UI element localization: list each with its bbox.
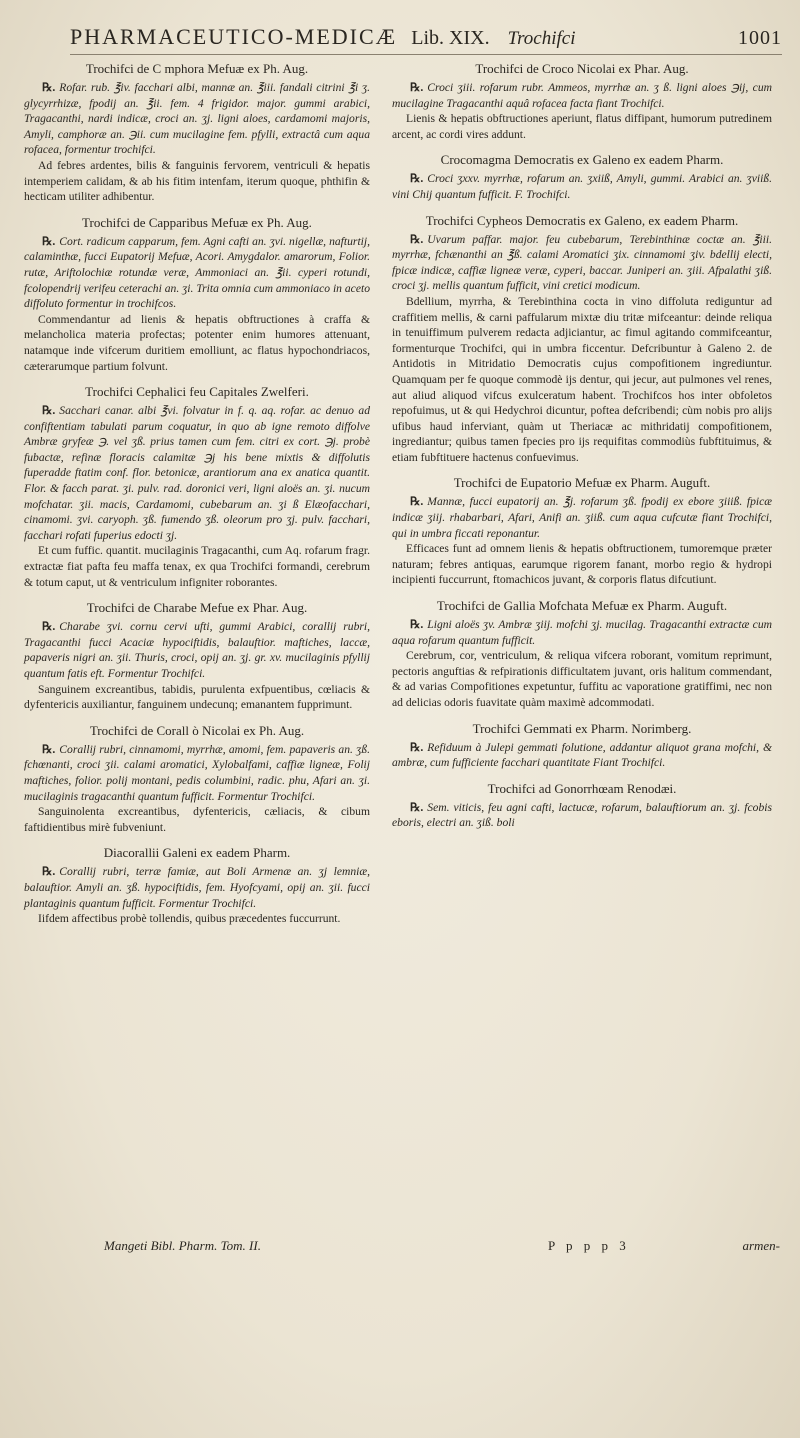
recipe-heading: Diacorallii Galeni ex eadem Pharm. bbox=[103, 845, 291, 861]
right-column bbox=[392, 60, 772, 840]
recipe-section bbox=[392, 212, 772, 466]
recipe-ingredients: ℞. Uvarum paffar. major. feu cubebarum, Terebinthinæ coctæ an. ℥iii. myrrhæ, fchænanthi an ℥ß. calami Aromatici ʒix. cinnamomi ʒiv. bdellij electi, fpicæ indicæ, caffiæ ligneæ veræ, cyperi, baccar. Juniperi an. ʒiii. Afpalathi ʒiß. croci ʒj. mellis quantum fufficit, vini cretici modicum. bbox=[392, 232, 772, 293]
recipe-section bbox=[392, 720, 772, 771]
recipe-commentary: Efficaces funt ad omnem lienis & hepatis obftructionem, tumoremque præter naturam; febres antiquas, earumque rigorem fanant, morbo regio & hydropi incipienti fuccurrunt, ftomachicos juvant, & corporis flatus difcutiunt. bbox=[392, 542, 772, 587]
recipe-heading: Trochifci Gemmati ex Pharm. Norimberg. bbox=[472, 720, 692, 736]
recipe-section bbox=[24, 214, 370, 374]
recipe-heading: Trochifci de C mphora Mefuæ ex Ph. Aug. bbox=[85, 61, 309, 76]
recipe-ingredients: ℞. Corallij rubri, terræ famiæ, aut Boli Armenæ an. ʒj lemniæ, balauftior. Amyli an. ʒß. hypociftidis, fem. Hyofcyami, opij an. ʒii. fucci plantaginis quantum fufficit. Formentur Trochifci. bbox=[24, 865, 370, 910]
recipe-ingredients: ℞. Sacchari canar. albi ℥vi. folvatur in f. q. aq. rofar. ac denuo ad confiftentiam tabulati parum coquatur, in quo ab igne remoto diffolve Ambræ gryfeæ ℈. vel ʒß. prius tamen cum fem. citri ex cort. ℈j. probè fubactæ, refinæ floracis calamitæ ℈j his bene mixtis & diffolutis fuperadde ftatim conf. flor. betonicæ, arantiorum ana ex anatica quantit. Flor. & facch parat. ʒi. pulv. rad. doronici veri, ligni aloës an. ʒi. nucum mofchatar. ʒii. macis, Cardamomi, cubebarum an. ʒi ß Elæofacchari, cinamomi. ʒvi. caryoph. ʒß. fumendo ʒß. oleorum pro ʒj. pulv. facchari, facchari rofati fuperius edocti ʒj. bbox=[24, 404, 370, 542]
recipe-ingredients: ℞. Sem. viticis, feu agni cafti, lactucæ, rofarum, balauftiorum an. ʒj. fcobis eboris, electri an. ʒiß. boli bbox=[392, 800, 772, 830]
recipe-heading: Trochifci de Corall ò Nicolai ex Ph. Aug. bbox=[89, 722, 305, 738]
recipe-heading: Trochifci de Charabe Mefue ex Phar. Aug. bbox=[86, 600, 308, 616]
recipe-heading: Trochifci de Eupatorio Mefuæ ex Pharm. Auguft. bbox=[453, 475, 711, 491]
recipe-commentary: Bdellium, myrrha, & Terebinthina cocta in vino diffoluta rediguntur ad craffitiem mellis, & carni paffularum mixtæ diu tritæ mifceantur: deinde reliqua in tenuiffimum pulverem redacta adjiciantur, ac fimul agitando commifceantur, formenturque Trochifci, qui in umbra ficcentur. Defcribuntur à Galeno 2. de Antidotis in Mitridatio Democratis cujus compofitionem ingrediuntur. Quamquam per fe quoque commodè ijs dentur, qui jecur, aut pulmones vel renes, aut aliud aliquod vifcus exulceratum habent. Trochifcos hos inter obfoletos repofuimus, ut & qui Hedychroi dicuntur, poftea defcribendi; cùm nobis pro alijs ufibus haud inferviant, quàm ut Theriacæ ac mithridatij compofitionem, ingrediantur; quibus tamen fpecies pro ijs requifitas commodiùs fubftituimus, & etiam fubftituere hactenus confuevimus. bbox=[392, 294, 772, 464]
recipe-commentary: Sanguinolenta excreantibus, dyfentericis, cæliacis, & cibum faftidientibus mirè fubveniunt. bbox=[24, 805, 370, 834]
book-number: Lib. XIX. bbox=[411, 27, 490, 49]
recipe-ingredients: ℞. Croci ʒxxv. myrrhæ, rofarum an. ʒxiiß, Amyli, gummi. Arabici an. ʒviiß. vini Chij quantum fufficit. F. Trochifci. bbox=[392, 172, 772, 201]
recipe-commentary: Commendantur ad lienis & hepatis obftructiones à craffa & melancholica materia profectas; potenter enim humores attenuant, natamque inde vifcerum duritiem emolliunt, ac flatus hypochondriacos, cæterarumque partium folvunt. bbox=[24, 312, 370, 373]
left-column bbox=[24, 60, 370, 936]
recipe-section bbox=[24, 383, 370, 590]
recipe-heading: Crocomagma Democratis ex Galeno ex eadem Pharm. bbox=[440, 152, 724, 168]
recipe-heading: Trochifci de Gallia Mofchata Mefuæ ex Pharm. Auguft. bbox=[436, 598, 728, 614]
recipe-ingredients: ℞. Refiduum à Julepi gemmati folutione, addantur aliquot grana mofchi, & ambræ, cum fufficiente facchari quantitate Fiant Trochifci. bbox=[392, 740, 772, 770]
recipe-ingredients: ℞. Mannæ, fucci eupatorij an. ℥j. rofarum ʒß. fpodij ex ebore ʒiiiß. fpicæ indicæ ʒiij. rhabarbari, Afari, Anifi an. ʒiiß. cum aqua cufcutæ fiant Trochifci, qui in umbra ficcati reponantur. bbox=[392, 495, 772, 540]
recipe-heading: Trochifci de Capparibus Mefuæ ex Ph. Aug. bbox=[82, 214, 312, 230]
recipe-heading: Trochifci ad Gonorrhœam Renodæi. bbox=[487, 780, 677, 796]
recipe-commentary: Iifdem affectibus probè tollendis, quibus præcedentes fuccurrunt. bbox=[38, 912, 341, 926]
catchword: armen- bbox=[742, 1238, 780, 1253]
recipe-commentary: Et cum fuffic. quantit. mucilaginis Tragacanthi, cum Aq. rofarum fragr. extractæ fiat pafta feu maffa tenax, ex qua Trochifci formandi, cerebrum & totum caput, ut & ventriculum infigniter roborantes. bbox=[24, 544, 370, 589]
recipe-commentary: Ad febres ardentes, bilis & fanguinis fervorem, ventriculi & hepatis intemperiem calidam, & ab his fitim intenfam, iterum quoque, phthifin & hecticam utiliter adhibentur. bbox=[24, 158, 370, 204]
recipe-ingredients: ℞. Croci ʒiii. rofarum rubr. Ammeos, myrrhæ an. ʒ ß. ligni aloes ℈ij, cum mucilagine Tragacanthi aquâ rofacea facta fiant Trochifci. bbox=[392, 81, 772, 110]
recipe-heading: Trochifci Cephalici feu Capitales Zwelferi. bbox=[85, 384, 309, 400]
recipe-section bbox=[24, 844, 370, 926]
recipe-ingredients: ℞. Charabe ʒvi. cornu cervi ufti, gummi Arabici, corallij rubri, Tragacanthi fucci Acaciæ hypociftidis, balauftior. maftiches, laccæ, papaveris nigri an. ʒii. Thuris, croci, opij an. ʒj. gr. xv. mucilaginis pfyllij quantum fatis eft. Formentur Trochifci. bbox=[24, 620, 370, 680]
footer-right bbox=[548, 1238, 780, 1254]
running-title: PHARMACEUTICO-MEDICÆ bbox=[70, 24, 398, 49]
recipe-ingredients: ℞. Rofar. rub. ℥iv. facchari albi, mannæ an. ℥iii. fandali citrini ℥i ʒ. glycyrrhizæ, fpodij an. ℥ii. fem. 4 frigidor. major. gummi arabici, Tragacanthi, nardi indicæ, croci an. ʒj. ligni aloes, cardamomi majoris, Amyli, camphoræ an. ℈ii. cum mucilagine fem. pfylli, extractâ cum aqua rofacea, formentur trochifci. bbox=[24, 81, 370, 157]
recipe-section bbox=[392, 474, 772, 588]
recipe-heading: Trochifci de Croco Nicolai ex Phar. Aug. bbox=[475, 61, 689, 76]
recipe-section bbox=[24, 722, 370, 836]
recipe-commentary: Sanguinem excreantibus, tabidis, purulenta exfpuentibus, cœliacis & dyfentericis auxiliantur, fanguinem undecunq; emanantem fupprimunt. bbox=[24, 682, 370, 712]
footer-source-line: Mangeti Bibl. Pharm. Tom. II. bbox=[104, 1238, 261, 1253]
recipe-ingredients: ℞. Corallij rubri, cinnamomi, myrrhæ, amomi, fem. papaveris an. ʒß. fchœnanti, croci ʒii. calami aromatici, Xylobalfami, caffiæ ligneæ, Folij maftiches, folior. polij montani, pedis columbini, radic. phu, Afari an. ʒi. mucilaginis tragacanthi quantum fufficit. Formentur Trochifci. bbox=[24, 742, 370, 803]
page-number: 1001 bbox=[738, 27, 782, 49]
recipe-section bbox=[392, 597, 772, 711]
recipe-section bbox=[392, 60, 772, 142]
recipe-ingredients: ℞. Cort. radicum capparum, fem. Agni cafti an. ʒvi. nigellæ, nafturtij, calaminthæ, fucci Eupatorij Mefuæ, Acori. Amygdalor. amarorum, Folior. rutæ, Ariftolochiæ rotundæ veræ, Ammoniaci an. ℥ii. cyperi rotundi, fcolopendrij verifeu ceterachi an. ʒi. Trita omnia cum ammoniaco in aceto diffoluto formentur in trochifcos. bbox=[24, 234, 370, 311]
running-header bbox=[70, 24, 782, 55]
recipe-ingredients: ℞. Ligni aloës ʒv. Ambræ ʒiij. mofchi ʒj. mucilag. Tragacanthi extractæ cum aqua rofarum quantum fufficit. bbox=[392, 618, 772, 647]
recipe-section bbox=[392, 780, 772, 831]
recipe-commentary: Lienis & hepatis obftructiones aperiunt, flatus diffipant, humorum putredinem arcent, ac cordi vires addunt. bbox=[392, 112, 772, 141]
recipe-commentary: Cerebrum, cor, ventriculum, & reliqua vifcera roborant, vomitum reprimunt, pectoris anguftias & refpirationis difficultatem juvant, oris halitum commendant, & ad varias Compofitiones expetuntur, fuffitu ac vaporatione gratiffimi, nec non ad delicias odoris fuavitate quàm maximè adcommodati. bbox=[392, 649, 772, 709]
signature-mark: P p p p 3 bbox=[548, 1238, 630, 1253]
recipe-section bbox=[24, 60, 370, 205]
recipe-section bbox=[392, 151, 772, 202]
section-name: Trochifci bbox=[507, 28, 576, 49]
recipe-section bbox=[24, 599, 370, 713]
recipe-heading: Trochifci Cypheos Democratis ex Galeno, ex eadem Pharm. bbox=[425, 212, 739, 228]
